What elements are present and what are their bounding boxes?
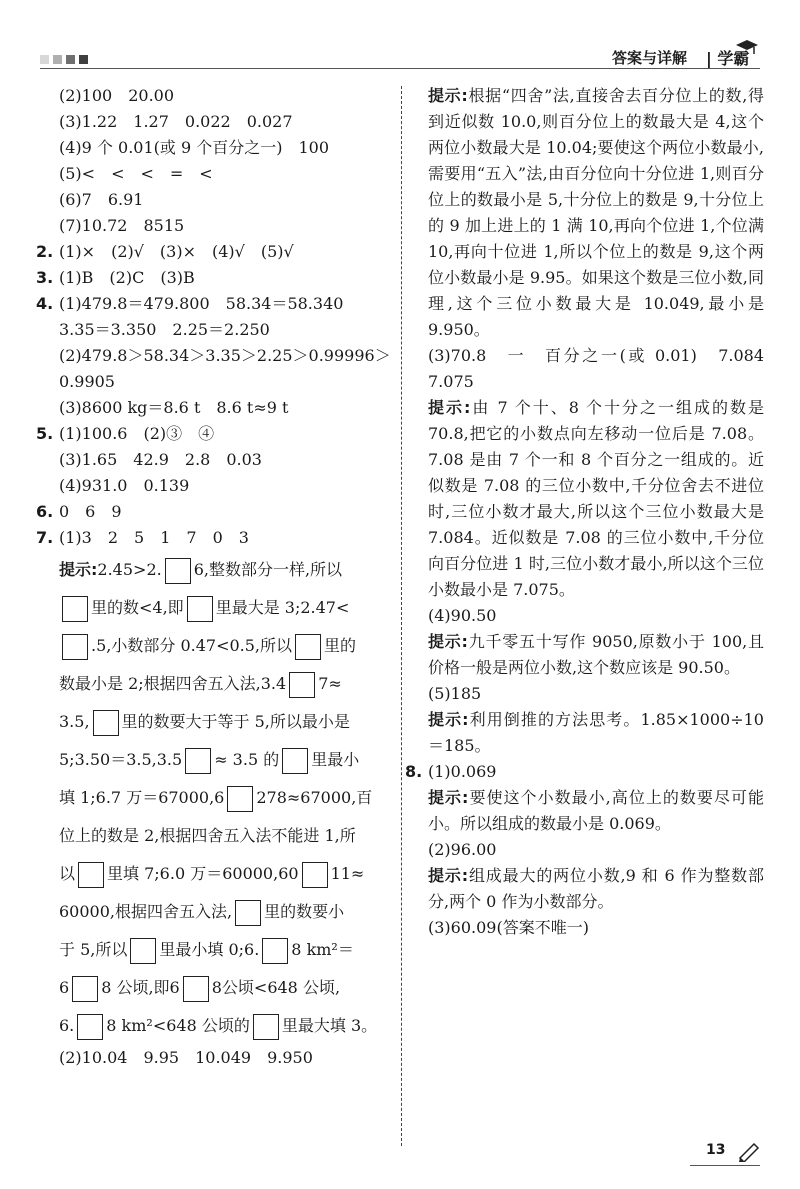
blank-box — [185, 748, 211, 774]
answer-line: (3)1.65 42.9 2.8 0.03 — [59, 450, 262, 469]
hint-paragraph: 提示:组成最大的两位小数,9 和 6 作为整数部分,两个 0 作为小数部分。 — [428, 866, 764, 911]
hint-line: .5,小数部分 0.47<0.5,所以 里的 — [36, 627, 398, 665]
question-8 — [405, 759, 764, 785]
answer-line: (2)479.8＞58.34＞3.35＞2.25＞0.99996＞ — [59, 346, 391, 365]
header-brand: | 学霸 — [706, 49, 750, 68]
answer-line: (4)90.50 — [428, 606, 497, 625]
hint-line: 数最小是 2;根据四舍五入法,3.4 7≈ — [36, 665, 398, 703]
column-divider — [401, 86, 402, 1146]
blank-box — [253, 1014, 279, 1040]
question-number: 8. — [405, 762, 423, 781]
hint-label: 提示: — [428, 788, 469, 807]
blank-box — [72, 976, 98, 1002]
answer-line: (6)7 6.91 — [59, 190, 144, 209]
header-title: 答案与详解 — [612, 49, 688, 67]
header-square-1 — [40, 55, 49, 64]
hint-line: 填 1;6.7 万＝67000,6 278≈67000,百 — [36, 779, 398, 817]
graduation-cap-icon — [734, 37, 760, 59]
hint-line: 提示:2.45>2. 6,整数部分一样,所以 — [36, 551, 398, 589]
answer-line: 0.9905 — [59, 372, 115, 391]
answer-line: (3)60.09(答案不唯一) — [428, 918, 589, 937]
answer-line: (4)931.0 0.139 — [59, 476, 190, 495]
blank-box — [183, 976, 209, 1002]
hint-line: 6 8 公顷,即6 8公顷<648 公顷, — [36, 969, 398, 1007]
footer-rule — [690, 1165, 760, 1166]
hint-line: 60000,根据四舍五入法, 里的数要小 — [36, 893, 398, 931]
answer-line: (5)185 — [428, 684, 482, 703]
pencil-icon — [736, 1140, 762, 1162]
answer-line: (7)10.72 8515 — [59, 216, 185, 235]
answer-text: (1)3 2 5 1 7 0 3 — [59, 528, 249, 547]
question-5 — [36, 421, 398, 447]
answer-text: (1)479.8＝479.800 58.34＝58.340 — [59, 294, 344, 313]
header-square-3 — [66, 55, 75, 64]
blank-box — [165, 558, 191, 584]
answer-line: (3)8600 kg＝8.6 t 8.6 t≈9 t — [59, 398, 289, 417]
header-square-2 — [53, 55, 62, 64]
blank-box — [130, 938, 156, 964]
answer-text: 0 6 9 — [59, 502, 122, 521]
answer-text: (1)100.6 (2)③ ④ — [59, 424, 215, 443]
answer-line: (2)96.00 — [428, 840, 497, 859]
hint-paragraph: 提示:根据“四舍”法,直接舍去百分位上的数,得到近似数 10.0,则百分位上的数最大是 4,这个两位小数最大是 10.04;要使这个两位小数最小,需要用“五入”法,由百分位向十分位进 1,则百分位上的数最小是 5,十分位上的数是 9,十分位上的 9 加上进上的 1 满 10,再向个位进 1,个位满 10,再向十位进 1,所以个位上的数是 9,这个两位小数最小是 9.95。如果这个数是三位小数,同理,这个三位小数最大是 10.049,最小是 9.950。 — [428, 86, 764, 339]
answer-line: 3.35＝3.350 2.25＝2.250 — [59, 320, 270, 339]
question-number: 5. — [36, 424, 54, 443]
blank-box — [62, 634, 88, 660]
hint-line: 里的数<4,即 里最大是 3;2.47< — [36, 589, 398, 627]
question-number: 4. — [36, 294, 54, 313]
answer-text: (1)× (2)√ (3)× (4)√ (5)√ — [59, 242, 294, 261]
answer-line: (2)100 20.00 — [59, 86, 175, 105]
blank-box — [93, 710, 119, 736]
blank-box — [302, 862, 328, 888]
question-number: 3. — [36, 268, 54, 287]
question-number: 7. — [36, 528, 54, 547]
question-4 — [36, 291, 398, 317]
left-column — [36, 83, 398, 1071]
hint-paragraph: 提示:由 7 个十、8 个十分之一组成的数是 70.8,把它的小数点向左移动一位后是 7.08。7.08 是由 7 个一和 8 个百分之一组成的。近似数是 7.08 的三位小数中,千分位舍去不进位时,三位小数才最大,所以这个三位小数最大是 7.084。近似数是 7.08 的三位小数中,千分位向百分位进 1 时,三位小数才最小,所以这个三位小数最小是 7.075。 — [428, 398, 764, 599]
question-number: 2. — [36, 242, 54, 261]
header-square-4 — [79, 55, 88, 64]
hint-line: 6. 8 km²<648 公顷的 里最大填 3。 — [36, 1007, 398, 1045]
hint-label: 提示: — [428, 710, 469, 729]
hint-label: 提示: — [428, 866, 469, 885]
answer-line: (2)10.04 9.95 10.049 9.950 — [59, 1048, 313, 1067]
hint-label: 提示: — [59, 560, 98, 579]
hint-label: 提示: — [428, 632, 468, 651]
blank-box — [62, 596, 88, 622]
blank-box — [282, 748, 308, 774]
header-rule — [40, 68, 760, 69]
question-7 — [36, 525, 398, 551]
brand-name: 学霸 — [717, 49, 750, 68]
header-decoration — [40, 55, 88, 64]
hint-paragraph: 提示:利用倒推的方法思考。1.85×1000÷10＝185。 — [428, 710, 764, 755]
hint-line: 于 5,所以 里最小填 0;6. 8 km²＝ — [36, 931, 398, 969]
answer-line: (5)< < < = < — [59, 164, 213, 183]
hint-paragraph: 提示:九千零五十写作 9050,原数小于 100,且价格一般是两位小数,这个数应该是 90.50。 — [428, 632, 764, 677]
blank-box — [227, 786, 253, 812]
question-3 — [36, 265, 398, 291]
question-6 — [36, 499, 398, 525]
answer-line: (4)9 个 0.01(或 9 个百分之一) 100 — [59, 138, 330, 157]
question-number: 6. — [36, 502, 54, 521]
blank-box — [295, 634, 321, 660]
blank-box — [77, 1014, 103, 1040]
answer-text: (1)0.069 — [428, 762, 497, 781]
question-2 — [36, 239, 398, 265]
hint-line: 位上的数是 2,根据四舍五入法不能进 1,所 — [59, 826, 356, 845]
right-column — [405, 83, 781, 941]
hint-line: 3.5, 里的数要大于等于 5,所以最小是 — [36, 703, 398, 741]
hint-label: 提示: — [428, 398, 471, 417]
hint-line: 5;3.50＝3.5,3.5 ≈ 3.5 的 里最小 — [36, 741, 398, 779]
answer-text: (1)B (2)C (3)B — [59, 268, 195, 287]
answer-line: (3)70.8 一 百分之一(或 0.01) 7.084 7.075 — [428, 346, 781, 391]
hint-label: 提示: — [428, 86, 468, 105]
hint-line: 以 里填 7;6.0 万＝60000,60 11≈ — [36, 855, 398, 893]
blank-box — [78, 862, 104, 888]
answer-line: (3)1.22 1.27 0.022 0.027 — [59, 112, 293, 131]
blank-box — [289, 672, 315, 698]
page-number: 13 — [706, 1142, 726, 1158]
blank-box — [262, 938, 288, 964]
blank-box — [235, 900, 261, 926]
blank-box — [187, 596, 213, 622]
hint-paragraph: 提示:要使这个小数最小,高位上的数要尽可能小。所以组成的数最小是 0.069。 — [428, 788, 764, 833]
